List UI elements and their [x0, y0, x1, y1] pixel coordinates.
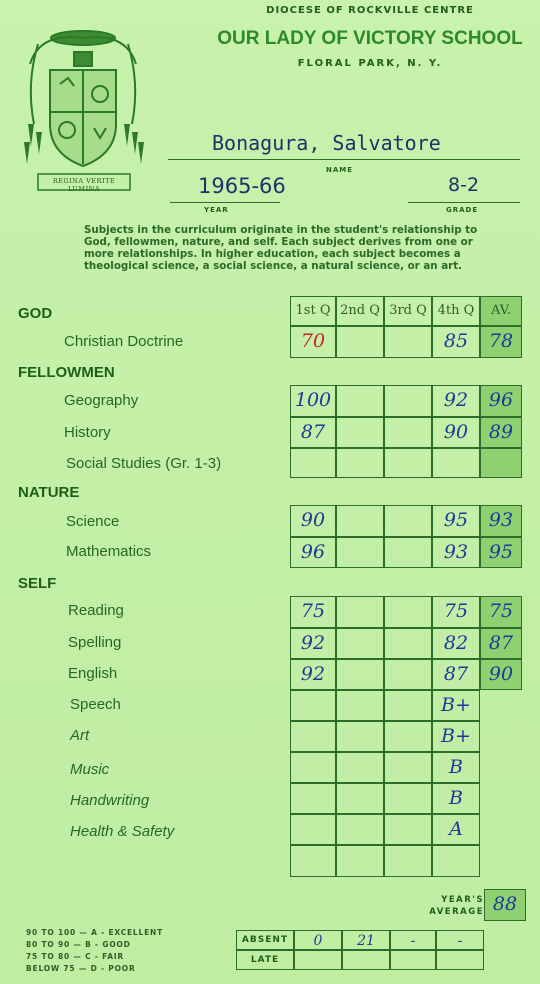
- grade-history-av: 89: [480, 417, 522, 448]
- absent-q4: -: [436, 930, 484, 950]
- grade-handwriting-q2: [336, 783, 384, 814]
- legend-line-2: 80 TO 90 — B - GOOD: [26, 940, 131, 949]
- subject-art: Art: [70, 727, 90, 744]
- subject-history: History: [64, 424, 111, 441]
- grade-christian-av: 78: [480, 326, 522, 358]
- late-q2: [342, 950, 390, 970]
- grade-handwriting-q1: [290, 783, 336, 814]
- diocese-title: DIOCESE OF ROCKVILLE CENTRE: [266, 5, 474, 16]
- subject-music: Music: [70, 761, 110, 778]
- grade-geography-q4: 92: [432, 385, 480, 417]
- subject-science: Science: [66, 513, 120, 530]
- grade-math-q2: [336, 537, 384, 568]
- grade-art-q3: [384, 721, 432, 752]
- grade-extra-q3: [384, 845, 432, 877]
- grade-spelling-q4: 82: [432, 628, 480, 659]
- category-fellowmen: FELLOWMEN: [18, 364, 115, 381]
- years-average-label-line1: YEAR'S: [441, 895, 484, 905]
- grade-spelling-av: 87: [480, 628, 522, 659]
- header-q2: 2nd Q: [336, 296, 384, 326]
- grade-music-q4: B: [432, 752, 480, 783]
- grade-english-q2: [336, 659, 384, 690]
- grade-spelling-q2: [336, 628, 384, 659]
- grade-handwriting-q4: B: [432, 783, 480, 814]
- grade-math-q3: [384, 537, 432, 568]
- student-name: Bonagura, Salvatore: [212, 131, 441, 155]
- year-line: [170, 202, 280, 203]
- grade-math-q4: 93: [432, 537, 480, 568]
- category-nature: NATURE: [18, 484, 80, 501]
- legend-line-4: BELOW 75 — D - POOR: [26, 964, 136, 973]
- grade-social-av: [480, 448, 522, 478]
- grade-geography-q2: [336, 385, 384, 417]
- grade-reading-q1: 75: [290, 596, 336, 628]
- grade-science-q1: 90: [290, 505, 336, 537]
- header-q1: 1st Q: [290, 296, 336, 326]
- grade-health-q2: [336, 814, 384, 845]
- absent-q3: -: [390, 930, 436, 950]
- grade-spelling-q3: [384, 628, 432, 659]
- grade-christian-q1: 70: [290, 326, 336, 358]
- late-label: LATE: [236, 950, 294, 970]
- late-q3: [390, 950, 436, 970]
- subject-reading: Reading: [68, 602, 124, 619]
- grade-extra-q1: [290, 845, 336, 877]
- grade-value: 8-2: [448, 174, 480, 196]
- grade-reading-av: 75: [480, 596, 522, 628]
- late-q4: [436, 950, 484, 970]
- header-av: AV.: [480, 296, 522, 326]
- years-average-label: [412, 894, 484, 918]
- name-line: [168, 159, 520, 160]
- grade-speech-q2: [336, 690, 384, 721]
- grade-music-q3: [384, 752, 432, 783]
- grade-geography-q3: [384, 385, 432, 417]
- subject-spelling: Spelling: [68, 634, 122, 651]
- grade-english-av: 90: [480, 659, 522, 690]
- grade-christian-q2: [336, 326, 384, 358]
- legend-line-3: 75 TO 80 — C - FAIR: [26, 952, 124, 961]
- category-self: SELF: [18, 575, 57, 592]
- grade-science-q3: [384, 505, 432, 537]
- grade-speech-q4: B+: [432, 690, 480, 721]
- grade-science-av: 93: [480, 505, 522, 537]
- header-q3: 3rd Q: [384, 296, 432, 326]
- grade-health-q1: [290, 814, 336, 845]
- crest-motto: REGINA VERITE LUMINA: [52, 177, 116, 193]
- grade-social-q4: [432, 448, 480, 478]
- grade-health-q3: [384, 814, 432, 845]
- grade-english-q3: [384, 659, 432, 690]
- subject-geography: Geography: [64, 392, 139, 409]
- year-label: YEAR: [204, 206, 229, 214]
- grade-speech-q3: [384, 690, 432, 721]
- grade-spelling-q1: 92: [290, 628, 336, 659]
- category-god: GOD: [18, 305, 53, 322]
- years-average-label-line2: AVERAGE: [429, 907, 484, 917]
- absent-label: ABSENT: [236, 930, 294, 950]
- grade-extra-q2: [336, 845, 384, 877]
- header-q4: 4th Q: [432, 296, 480, 326]
- subject-christian-doctrine: Christian Doctrine: [64, 333, 184, 350]
- grade-art-q1: [290, 721, 336, 752]
- grade-art-q4: B+: [432, 721, 480, 752]
- school-location: FLORAL PARK, N. Y.: [297, 58, 443, 69]
- curriculum-intro: Subjects in the curriculum originate in the student's relationship to God, fellowmen, nature, and self. Each subject derives from one or more relationships. In higher education, each subject becomes a theological science, a social science, a natural science, or an art.: [84, 224, 478, 272]
- grade-speech-q1: [290, 690, 336, 721]
- subject-english: English: [68, 665, 118, 682]
- grade-christian-q4: 85: [432, 326, 480, 358]
- subject-social-studies: Social Studies (Gr. 1-3): [66, 455, 222, 472]
- name-label: NAME: [326, 166, 354, 174]
- legend-line-1: 90 TO 100 — A - EXCELLENT: [26, 928, 164, 937]
- grade-math-av: 95: [480, 537, 522, 568]
- grade-social-q3: [384, 448, 432, 478]
- grade-social-q2: [336, 448, 384, 478]
- grade-english-q1: 92: [290, 659, 336, 690]
- grade-reading-q2: [336, 596, 384, 628]
- grade-handwriting-q3: [384, 783, 432, 814]
- subject-handwriting: Handwriting: [70, 792, 150, 809]
- grade-music-q1: [290, 752, 336, 783]
- grade-english-q4: 87: [432, 659, 480, 690]
- grade-social-q1: [290, 448, 336, 478]
- grade-science-q2: [336, 505, 384, 537]
- years-average-value: 88: [484, 889, 526, 921]
- grade-history-q2: [336, 417, 384, 448]
- subject-speech: Speech: [70, 696, 121, 713]
- grade-music-q2: [336, 752, 384, 783]
- crest-icon: [20, 24, 146, 196]
- absent-q2: 21: [342, 930, 390, 950]
- grade-extra-q4: [432, 845, 480, 877]
- subject-health-safety: Health & Safety: [70, 823, 175, 840]
- grade-label: GRADE: [446, 206, 479, 214]
- late-q1: [294, 950, 342, 970]
- school-name: OUR LADY OF VICTORY SCHOOL: [217, 28, 523, 49]
- grade-art-q2: [336, 721, 384, 752]
- subject-mathematics: Mathematics: [66, 543, 152, 560]
- grade-math-q1: 96: [290, 537, 336, 568]
- grade-science-q4: 95: [432, 505, 480, 537]
- grade-geography-av: 96: [480, 385, 522, 417]
- grade-history-q4: 90: [432, 417, 480, 448]
- grade-reading-q3: [384, 596, 432, 628]
- grade-health-q4: A: [432, 814, 480, 845]
- absent-q1: 0: [294, 930, 342, 950]
- grade-reading-q4: 75: [432, 596, 480, 628]
- grade-history-q3: [384, 417, 432, 448]
- year-value: 1965-66: [198, 174, 286, 198]
- grade-line: [408, 202, 520, 203]
- grade-history-q1: 87: [290, 417, 336, 448]
- grade-christian-q3: [384, 326, 432, 358]
- grade-geography-q1: 100: [290, 385, 336, 417]
